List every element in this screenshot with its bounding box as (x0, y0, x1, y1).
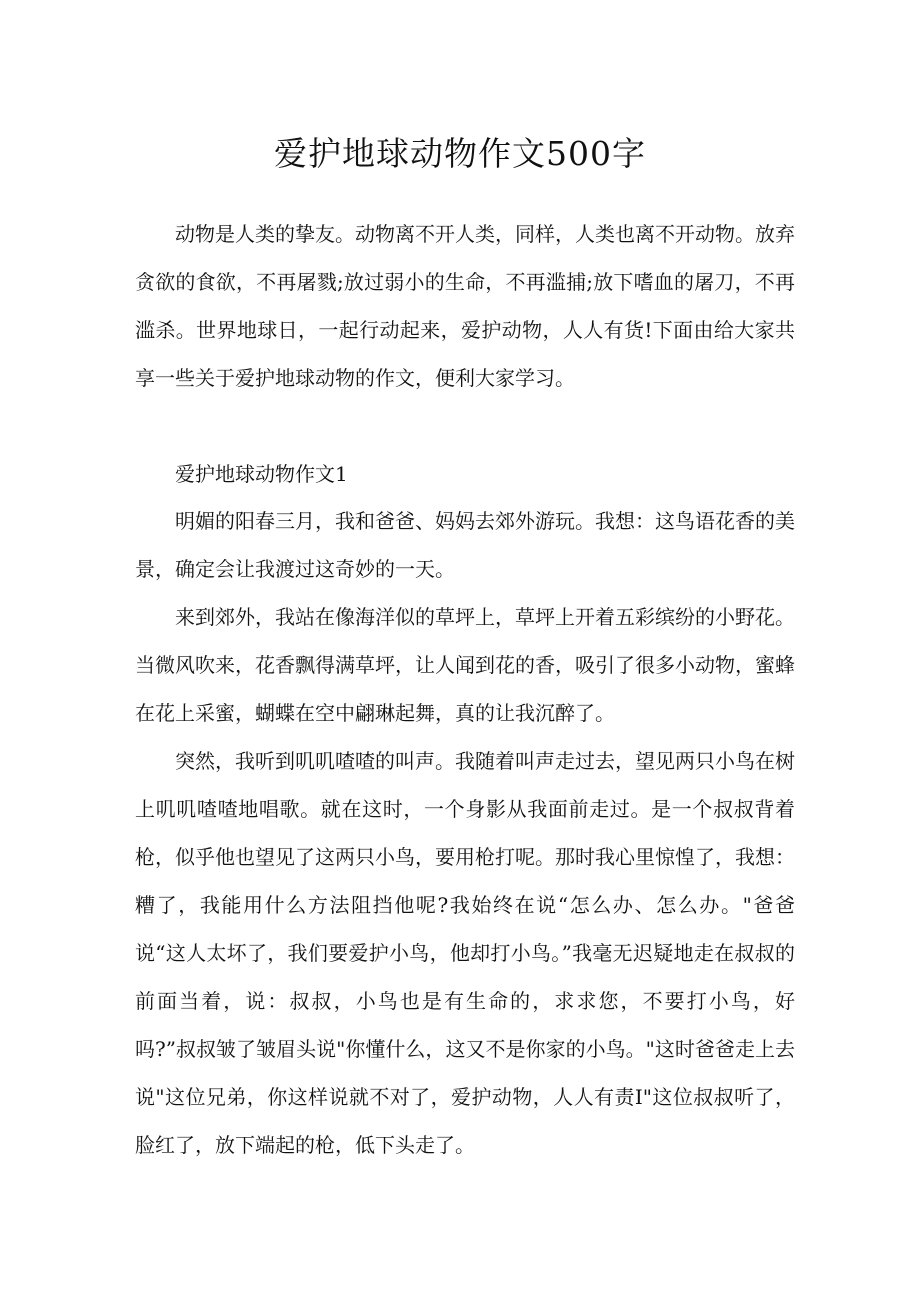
body-paragraph: 突然，我听到叽叽喳喳的叫声。我随着叫声走过去，望见两只小鸟在树上叽叽喳喳地唱歌。就在这时，一个身影从我面前走过。是一个叔叔背着枪，似乎他也望见了这两只小鸟，要用枪打呢。那时我心里惊惶了，我想：糟了，我能用什么方法阻挡他呢?我始终在说“怎么办、怎么办。"爸爸说“这人太坏了，我们要爱护小鸟，他却打小鸟。”我毫无迟疑地走在叔叔的前面当着，说：叔叔，小鸟也是有生命的，求求您，不要打小鸟，好吗?”叔叔皱了皱眉头说"你懂什么，这又不是你家的小鸟。"这时爸爸走上去说"这位兄弟，你这样说就不对了，爱护动物，人人有责I"这位叔叔听了，脸红了，放下端起的枪，低下头走了。 (135, 749, 795, 1157)
intro-paragraph: 动物是人类的挚友。动物离不开人类，同样，人类也离不开动物。放弃贪欲的食欲，不再屠戮;放过弱小的生命，不再滥捕;放下嗜血的屠刀，不再滥杀。世界地球日，一起行动起来，爱护动物，人人有货!下面由给大家共享一些关于爱护地球动物的作文，便利大家学习。 (135, 222, 795, 390)
body-paragraph: 来到郊外，我站在像海洋似的草坪上，草坪上开着五彩缤纷的小野花。当微风吹来，花香飘得满草坪，让人闻到花的香，吸引了很多小动物，蜜蜂在花上采蜜，蝴蝶在空中翩琳起舞，真的让我沉醉了。 (135, 605, 795, 725)
document-title: 爱护地球动物作文500字 (274, 134, 646, 173)
section-title: 爱护地球动物作文1 (175, 462, 348, 486)
body-paragraph: 明媚的阳春三月，我和爸爸、妈妈去郊外游玩。我想：这鸟语花香的美景，确定会让我渡过这奇妙的一天。 (135, 509, 795, 581)
